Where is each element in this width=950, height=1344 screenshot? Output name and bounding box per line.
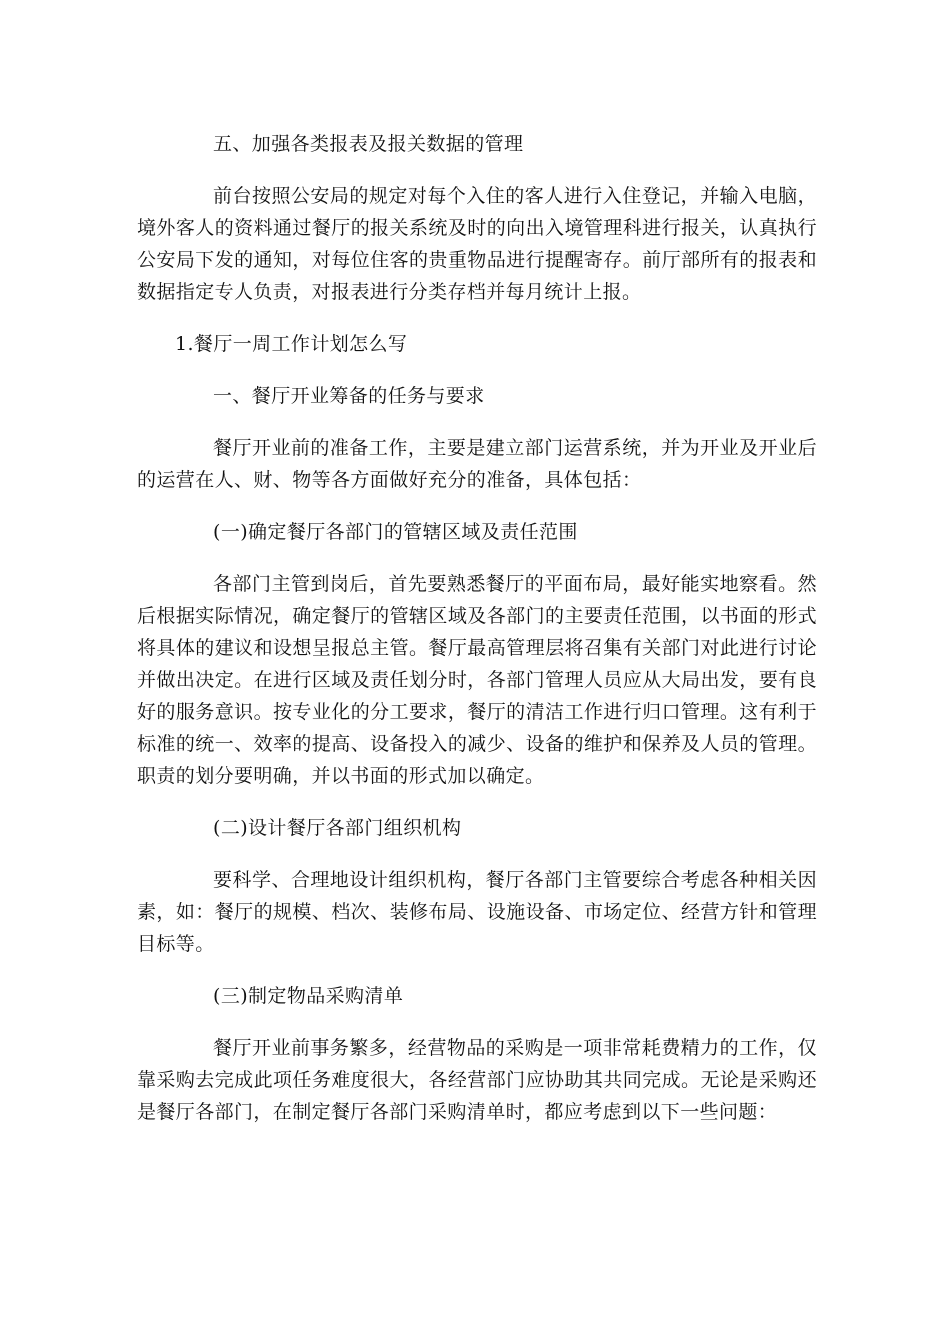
paragraph-registration: 前台按照公安局的规定对每个入住的客人进行入住登记，并输入电脑，境外客人的资料通过餐厅的报关系统及时的向出入境管理科进行报关，认真执行公安局下发的通知，对每位住客的贵重物品进行提醒寄存。前厅部所有的报表和数据指定专人负责，对报表进行分类存档并每月统计上报。 bbox=[137, 185, 817, 303]
paragraph-procurement: 餐厅开业前事务繁多，经营物品的采购是一项非常耗费精力的工作，仅靠采购去完成此项任务难度很大，各经营部门应协助其共同完成。无论是采购还是餐厅各部门，在制定餐厅各部门采购清单时，都应考虑到以下一些问题： bbox=[137, 1037, 817, 1123]
subsection-heading-2: (二)设计餐厅各部门组织机构 bbox=[213, 817, 462, 839]
subsection-heading-3: (三)制定物品采购清单 bbox=[213, 985, 404, 1007]
paragraph-organization: 要科学、合理地设计组织机构，餐厅各部门主管要综合考虑各种相关因素，如：餐厅的规模、档次、装修布局、设施设备、市场定位、经营方针和管理目标等。 bbox=[137, 869, 817, 955]
document-page bbox=[137, 128, 817, 1128]
section-heading-1: 一、餐厅开业筹备的任务与要求 bbox=[213, 385, 485, 407]
question-heading-1: 1.餐厅一周工作计划怎么写 bbox=[175, 333, 408, 355]
paragraph-preparation: 餐厅开业前的准备工作，主要是建立部门运营系统，并为开业及开业后的运营在人、财、物等各方面做好充分的准备，具体包括： bbox=[137, 437, 817, 491]
section-heading-5: 五、加强各类报表及报关数据的管理 bbox=[213, 133, 524, 155]
paragraph-responsibility: 各部门主管到岗后，首先要熟悉餐厅的平面布局，最好能实地察看。然后根据实际情况，确定餐厅的管辖区域及各部门的主要责任范围，以书面的形式将具体的建议和设想呈报总主管。餐厅最高管理层将召集有关部门对此进行讨论并做出决定。在进行区域及责任划分时，各部门管理人员应从大局出发，要有良好的服务意识。按专业化的分工要求，餐厅的清洁工作进行归口管理。这有利于标准的统一、效率的提高、设备投入的减少、设备的维护和保养及人员的管理。职责的划分要明确，并以书面的形式加以确定。 bbox=[137, 573, 817, 787]
subsection-heading-1: (一)确定餐厅各部门的管辖区域及责任范围 bbox=[213, 521, 578, 543]
